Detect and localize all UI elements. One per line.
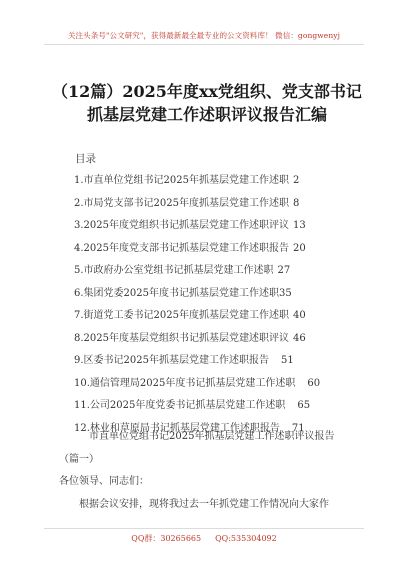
toc-item-page: 2: [293, 175, 300, 186]
toc-item-9[interactable]: [74, 350, 374, 373]
footer: [0, 533, 408, 544]
toc-item-label: 3.2025年度党组织书记抓基层党建工作述职评议: [74, 220, 289, 231]
toc-item-label: 6.集团党委2025年度书记抓基层党建工作述职: [74, 287, 279, 299]
toc-item-8[interactable]: [74, 328, 374, 351]
section-subtitle: （篇一）: [59, 454, 99, 465]
toc-item-2[interactable]: [74, 193, 374, 216]
document-title: （12篇）2025年度xx党组织、党支部书记抓基层党建工作述职评议报告汇编: [52, 82, 362, 124]
toc-item-label: 1.市直单位党组书记2025年抓基层党建工作述职: [74, 175, 289, 186]
toc-item-4[interactable]: [74, 238, 374, 261]
toc-item-page: 8: [293, 197, 300, 209]
toc-item-10[interactable]: [74, 373, 374, 396]
toc-item-label: 7.街道党工委书记2025年度抓基层党建工作述职: [74, 310, 289, 321]
toc-item-page: 40: [293, 310, 306, 321]
toc-item-page: 20: [293, 242, 306, 254]
toc-item-page: 51: [281, 355, 294, 366]
toc-item-11[interactable]: [74, 395, 374, 418]
body-paragraph: 根据会议安排，现将我过去一年抓党建工作情况向大家作: [79, 499, 329, 510]
toc-item-label: 12.林业和草原局书记抓基层党建工作述职报告: [74, 422, 280, 434]
toc-item-page: 65: [297, 400, 311, 411]
toc-item-page: 46: [293, 332, 306, 344]
toc-item-label: 2.市局党支部书记2025年度抓基层党建工作述职: [74, 197, 289, 209]
toc-item-7[interactable]: [74, 305, 374, 328]
toc-item-1[interactable]: [74, 170, 374, 193]
toc-item-5[interactable]: [74, 260, 374, 283]
header-banner: 关注头条号"公文研究"，获得最新最全最专业的公文资料库！ 微信：gongwenyj: [67, 31, 341, 40]
footer-divider: [44, 528, 364, 529]
toc-item-label: 5.市政府办公室党组书记抓基层党建工作述职: [74, 265, 274, 276]
salutation: 各位领导、同志们：: [59, 476, 149, 487]
toc-item-page: 71: [291, 422, 305, 434]
toc-item-label: 4.2025年度党支部书记抓基层党建工作述职报告: [74, 242, 289, 254]
toc-item-page: 60: [307, 377, 321, 389]
toc-item-page: 27: [277, 265, 291, 276]
header-divider: [44, 44, 364, 45]
toc-item-label: 9.区委书记2025年抓基层党建工作述职报告: [74, 355, 269, 366]
table-of-contents: [74, 170, 374, 440]
toc-item-label: 10.通信管理局2025年度书记抓基层党建工作述职: [74, 377, 296, 389]
toc-item-page: 13: [293, 220, 306, 231]
toc-item-6[interactable]: [74, 283, 374, 306]
toc-item-3[interactable]: [74, 215, 374, 238]
footer-qq-group: QQ群：30265665: [131, 534, 202, 543]
toc-item-label: 8.2025年度基层党组织书记抓基层党建述职评议: [74, 332, 289, 344]
footer-qq: QQ:535304092: [215, 534, 277, 543]
toc-item-label: 11.公司2025年度党委书记抓基层党建工作述职: [74, 400, 286, 411]
section-title: 市直单位党组书记2025年抓基层党建工作述职评议报告: [89, 431, 335, 442]
toc-item-page: 35: [279, 287, 292, 299]
toc-heading: 目录: [75, 153, 96, 165]
